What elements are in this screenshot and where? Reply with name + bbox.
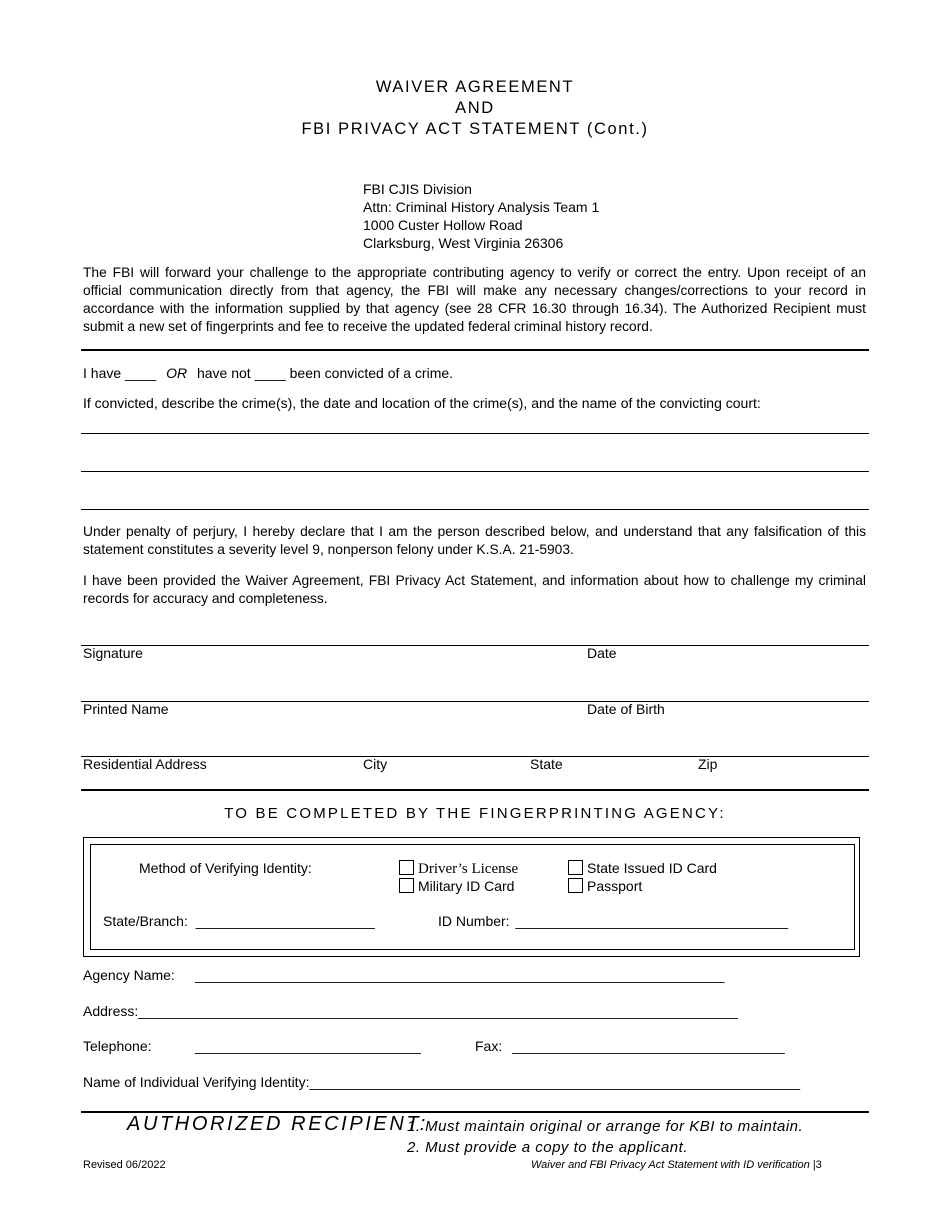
footer-title-text: Waiver and FBI Privacy Act Statement with ID verification	[531, 1159, 810, 1171]
agency-name-blank[interactable]: ____________________________________________________________________	[195, 967, 725, 983]
signature-label: Signature	[83, 645, 143, 661]
revised-date: Revised 06/2022	[83, 1159, 166, 1171]
option-drivers-license[interactable]	[399, 860, 518, 878]
describe-crime-label: If convicted, describe the crime(s), the date and location of the crime(s), and the name of the convicting court:	[83, 395, 761, 411]
footer-doc-title	[531, 1159, 822, 1171]
verifier-blank[interactable]: _______________________________________________________________	[309, 1074, 800, 1090]
passport-checkbox[interactable]	[568, 878, 583, 893]
military-id-label: Military ID Card	[418, 878, 515, 894]
state-branch-blank[interactable]: _______________________	[195, 913, 375, 929]
military-id-checkbox[interactable]	[399, 878, 414, 893]
title-line-3: FBI PRIVACY ACT STATEMENT (Cont.)	[301, 120, 649, 138]
provided-declaration: I have been provided the Waiver Agreement, FBI Privacy Act Statement, and information about how to challenge my criminal records for accuracy and completeness.	[83, 573, 866, 606]
authorized-recipient-heading: AUTHORIZED RECIPIENT:	[127, 1113, 428, 1135]
address-line-2: Attn: Criminal History Analysis Team 1	[363, 199, 600, 215]
id-number-label: ID Number:	[438, 913, 510, 929]
title-line-2: AND	[455, 99, 495, 117]
agency-address-blank[interactable]: _____________________________________________________________________________	[138, 1003, 738, 1019]
id-number-field[interactable]	[438, 913, 788, 929]
agency-name-label: Agency Name:	[83, 967, 175, 983]
fax-blank[interactable]: ___________________________________	[512, 1038, 785, 1054]
address-line-4: Clarksburg, West Virginia 26306	[363, 235, 564, 251]
option-state-id[interactable]	[568, 860, 717, 876]
agency-address-field[interactable]	[83, 1003, 738, 1019]
fax-label: Fax:	[475, 1038, 503, 1054]
or-label: OR	[166, 365, 188, 381]
drivers-license-checkbox[interactable]	[399, 860, 414, 875]
address-line-1: FBI CJIS Division	[363, 181, 472, 197]
fax-field[interactable]	[475, 1038, 785, 1054]
printed-name-label: Printed Name	[83, 701, 169, 717]
authorized-recipient-item-2: 2. Must provide a copy to the applicant.	[407, 1139, 688, 1156]
date-of-birth-label: Date of Birth	[587, 701, 665, 717]
state-branch-field[interactable]	[103, 913, 375, 929]
state-id-checkbox[interactable]	[568, 860, 583, 875]
residential-address-label: Residential Address	[83, 756, 207, 772]
verifier-field[interactable]	[83, 1074, 800, 1090]
agency-section-title: TO BE COMPLETED BY THE FINGERPRINTING AGENCY:	[224, 805, 726, 822]
intro-paragraph: The FBI will forward your challenge to the appropriate contributing agency to verify or correct the entry. Upon receipt of an official communication directly from that agency, the FBI will make any necessary changes/corrections to your record in accordance with the information supplied by that agency (see 28 CFR 16.30 through 16.34). The Authorized Recipient must submit a new set of fingerprints and fee to receive the updated federal criminal history record.	[83, 265, 866, 334]
verifier-label: Name of Individual Verifying Identity:	[83, 1074, 310, 1090]
agency-address-label: Address:	[83, 1003, 139, 1019]
have-label: I have	[83, 365, 122, 381]
printed-name-line[interactable]	[81, 701, 869, 702]
crime-description-line-1[interactable]	[81, 433, 869, 434]
state-id-label: State Issued ID Card	[587, 860, 717, 876]
id-number-blank[interactable]: ___________________________________	[515, 913, 788, 929]
address-line-3: 1000 Custer Hollow Road	[363, 217, 523, 233]
title-line-1: WAIVER AGREEMENT	[375, 78, 575, 96]
state-branch-label: State/Branch:	[103, 913, 188, 929]
option-passport[interactable]	[568, 878, 642, 894]
telephone-label: Telephone:	[83, 1038, 152, 1054]
authorized-recipient-item-1: 1. Must maintain original or arrange for KBI to maintain.	[407, 1118, 804, 1135]
zip-label: Zip	[698, 756, 718, 772]
address-block	[363, 180, 599, 252]
option-military-id[interactable]	[399, 878, 514, 894]
method-label: Method of Verifying Identity:	[139, 860, 312, 876]
perjury-declaration: Under penalty of perjury, I hereby declare that I am the person described below, and understand that any falsification of this statement constitutes a severity level 9, nonperson felony under K.S.A. 21-5903.	[83, 524, 866, 557]
page-number: |3	[812, 1159, 822, 1171]
divider	[81, 789, 869, 791]
state-label: State	[530, 756, 563, 772]
passport-label: Passport	[587, 878, 643, 894]
crime-description-line-2[interactable]	[81, 471, 869, 472]
conviction-statement	[83, 365, 453, 381]
city-label: City	[363, 756, 388, 772]
drivers-license-label: Driver’s License	[418, 861, 519, 877]
divider	[81, 349, 869, 351]
have-not-blank[interactable]: ____	[254, 365, 286, 381]
telephone-blank[interactable]: _____________________________	[195, 1038, 421, 1054]
have-not-label: have not	[196, 365, 251, 381]
crime-description-line-3[interactable]	[81, 509, 869, 510]
have-blank[interactable]: ____	[125, 365, 157, 381]
date-label: Date	[587, 645, 617, 661]
conviction-tail: been convicted of a crime.	[289, 365, 454, 381]
signature-line[interactable]	[81, 645, 869, 646]
